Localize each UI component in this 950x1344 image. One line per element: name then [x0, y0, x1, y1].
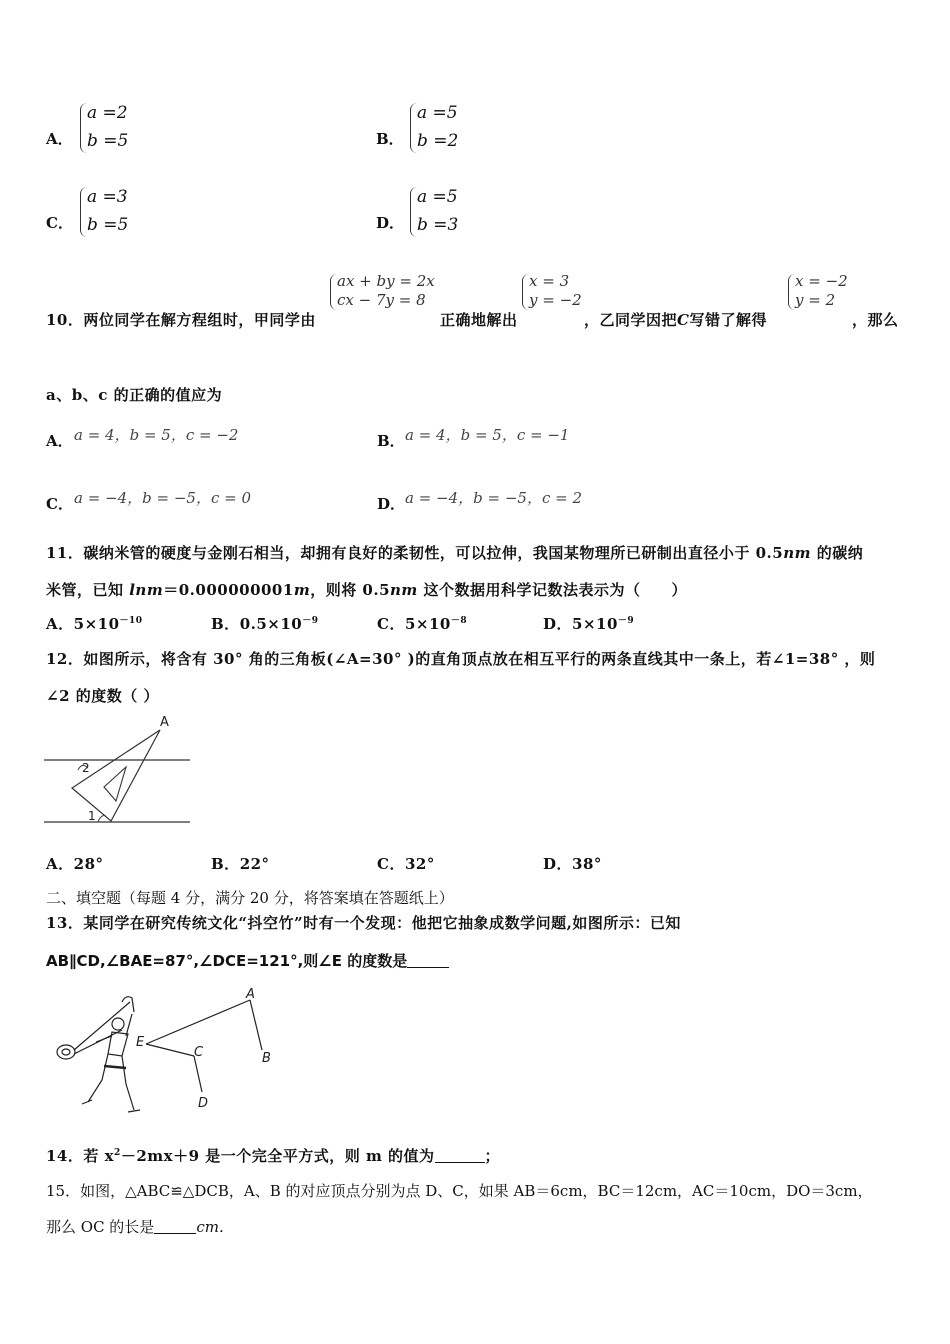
- option-label: A．: [46, 432, 73, 450]
- answer-blank[interactable]: [435, 1148, 485, 1163]
- question-text: ∠2 的度数（ ）: [46, 687, 159, 705]
- question-text: ，那么: [852, 311, 899, 329]
- solution-wrong: x = −2 y = 2: [795, 272, 848, 309]
- option-label: A．: [46, 130, 73, 148]
- segment-ec: [146, 1044, 194, 1056]
- segment-cd: [194, 1056, 202, 1092]
- equation-system: a =2 b =5: [87, 103, 129, 151]
- option-a: A．$5\times 10^{-10}$: [46, 615, 143, 633]
- triangle-parallel-lines-figure: [44, 710, 194, 830]
- option-label: C．: [46, 214, 73, 232]
- answer-blank[interactable]: [407, 953, 449, 968]
- equation-system-original: ax + by = 2x cx − 7y = 8: [337, 272, 435, 309]
- option-b: B．22°: [211, 855, 270, 873]
- section-heading: 二、填空题（每题 4 分，满分 20 分，将答案填在答题纸上）: [46, 889, 454, 907]
- label-d: D: [198, 1096, 209, 1111]
- label-a: A: [160, 715, 169, 730]
- question-text: AB∥CD,∠BAE=87°,∠DCE=121°,则∠E 的度数是: [46, 950, 449, 971]
- equation-system: a =5 b =3: [417, 187, 459, 235]
- label-c: C: [194, 1045, 204, 1060]
- solution-correct: x = 3 y = −2: [529, 272, 582, 309]
- option-b-text: a = 4，b = 5，c = −1: [405, 426, 570, 444]
- option-label: B．: [377, 432, 405, 450]
- question-text: 11．碳纳米管的硬度与金刚石相当，却拥有良好的柔韧性，可以拉伸，我国某物理所已研制出直径小于 0.5nm 的碳纳: [46, 544, 864, 562]
- equation-system: a =3 b =5: [87, 187, 129, 235]
- option-label: C．: [46, 495, 73, 513]
- question-text: 10．两位同学在解方程组时，甲同学由: [46, 311, 316, 329]
- player-illustration: [57, 997, 140, 1112]
- question-text: 米管，已知 lnm＝0.000000001m，则将 0.5nm 这个数据用科学记数法表示为（ ）: [46, 581, 688, 599]
- option-a: A．28°: [46, 855, 104, 873]
- label-1: 1: [88, 809, 96, 823]
- label-b: B: [262, 1051, 271, 1066]
- equation-system: a =5 b =2: [417, 103, 459, 151]
- question-text: 13．某同学在研究传统文化“抖空竹”时有一个发现：他把它抽象成数学问题,如图所示：已知: [46, 914, 681, 932]
- segment-ea: [146, 1000, 250, 1044]
- diabolo-figure: [52, 984, 292, 1120]
- question-text: a、b、c 的正确的值应为: [46, 386, 223, 404]
- option-c-text: a = −4，b = −5，c = 0: [74, 489, 252, 507]
- label-2: 2: [82, 761, 90, 775]
- question-text: 12．如图所示，将含有 30° 角的三角板(∠A=30° )的直角顶点放在相互平行的两条直线其中一条上，若∠1=38° ，则: [46, 650, 876, 668]
- option-label: D．: [376, 214, 405, 232]
- option-d: D．38°: [543, 855, 602, 873]
- question-text: 那么 OC 的长是 cm．: [46, 1218, 234, 1236]
- option-label: B．: [376, 130, 404, 148]
- label-e: E: [136, 1035, 145, 1050]
- question-text: ，乙同学因把C写错了解得: [584, 311, 767, 329]
- option-label: D．: [377, 495, 406, 513]
- angle-1-arc: [98, 816, 106, 822]
- option-d: D．$5\times 10^{-9}$: [543, 615, 635, 633]
- question-text: 15．如图，△ABC≌△DCB，A、B 的对应顶点分别为点 D、C，如果 AB＝6cm，BC＝12cm，AC＝10cm，DO＝3cm，: [46, 1182, 873, 1200]
- option-b: B．$0.5\times 10^{-9}$: [211, 615, 319, 633]
- segment-ab: [250, 1000, 262, 1050]
- label-a: A: [246, 987, 255, 1002]
- triangle-ruler-inner: [104, 767, 126, 801]
- answer-blank[interactable]: [154, 1219, 196, 1234]
- option-c: C．$5\times 10^{-8}$: [377, 615, 468, 633]
- option-a-text: a = 4，b = 5，c = −2: [74, 426, 239, 444]
- question-14: 14．若 $x^2-2mx+9$ 是一个完全平方式，则 m 的值为 ；: [46, 1147, 501, 1165]
- question-text: 正确地解出: [440, 311, 518, 329]
- option-d-text: a = −4，b = −5，c = 2: [405, 489, 583, 507]
- option-c: C．32°: [377, 855, 435, 873]
